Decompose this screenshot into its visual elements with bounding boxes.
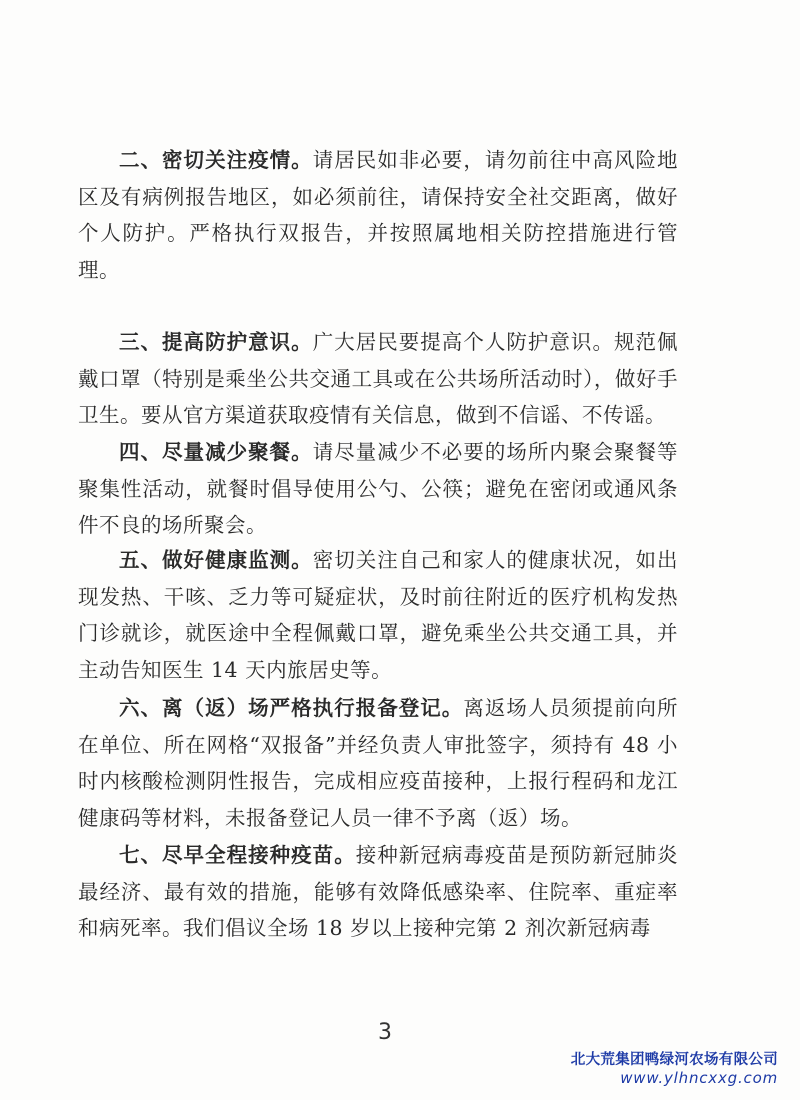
watermark-url: www.ylhncxxg.com [620,1069,778,1087]
paragraph-2 [78,142,678,289]
paragraph-heading: 七、尽早全程接种疫苗。 [119,843,356,867]
site-watermark [571,1051,778,1087]
page-number: 3 [378,1020,392,1045]
paragraph-heading: 五、做好健康监测。 [119,548,313,572]
paragraph-heading: 二、密切关注疫情。 [119,148,313,172]
watermark-company: 北大荒集团鸭绿河农场有限公司 [570,1052,778,1068]
paragraph-body: 请居民如非必要，请勿前往中高风险地区及有病例报告地区，如必须前往，请保持安全社交距离，做好个人防护。严格执行双报告，并按照属地相关防控措施进行管理。 [78,148,679,283]
paragraph-heading: 四、尽量减少聚餐。 [119,440,313,464]
paragraph-3 [78,324,678,434]
paragraph-body: 请尽量减少不必要的场所内聚会聚餐等聚集性活动，就餐时倡导使用公勺、公筷；避免在密闭或通风条件不良的场所聚会。 [78,440,679,538]
paragraph-heading: 三、提高防护意识。 [119,330,313,354]
paragraph-body: 离返场人员须提前向所在单位、所在网格“双报备”并经负责人审批签字，须持有 48 小时内核酸检测阴性报告，完成相应疫苗接种，上报行程码和龙江健康码等材料，未报备登记人员一律不予离（返）场。 [78,696,679,831]
paragraph-7 [78,837,678,947]
paragraph-4 [78,434,678,544]
paragraph-body: 接种新冠病毒疫苗是预防新冠肺炎最经济、最有效的措施，能够有效降低感染率、住院率、重症率和病死率。我们倡议全场 18 岁以上接种完第 2 剂次新冠病毒 [78,843,679,941]
paragraph-body: 广大居民要提高个人防护意识。规范佩戴口罩（特别是乘坐公共交通工具或在公共场所活动时），做好手卫生。要从官方渠道获取疫情有关信息，做到不信谣、不传谣。 [78,330,679,428]
paragraph-5 [78,542,678,689]
paragraph-body: 密切关注自己和家人的健康状况，如出现发热、干咳、乏力等可疑症状，及时前往附近的医疗机构发热门诊就诊，就医途中全程佩戴口罩，避免乘坐公共交通工具，并主动告知医生 14 天内旅居史等。 [78,548,679,683]
paragraph-6 [78,690,678,837]
paragraph-heading: 六、离（返）场严格执行报备登记。 [119,696,464,720]
